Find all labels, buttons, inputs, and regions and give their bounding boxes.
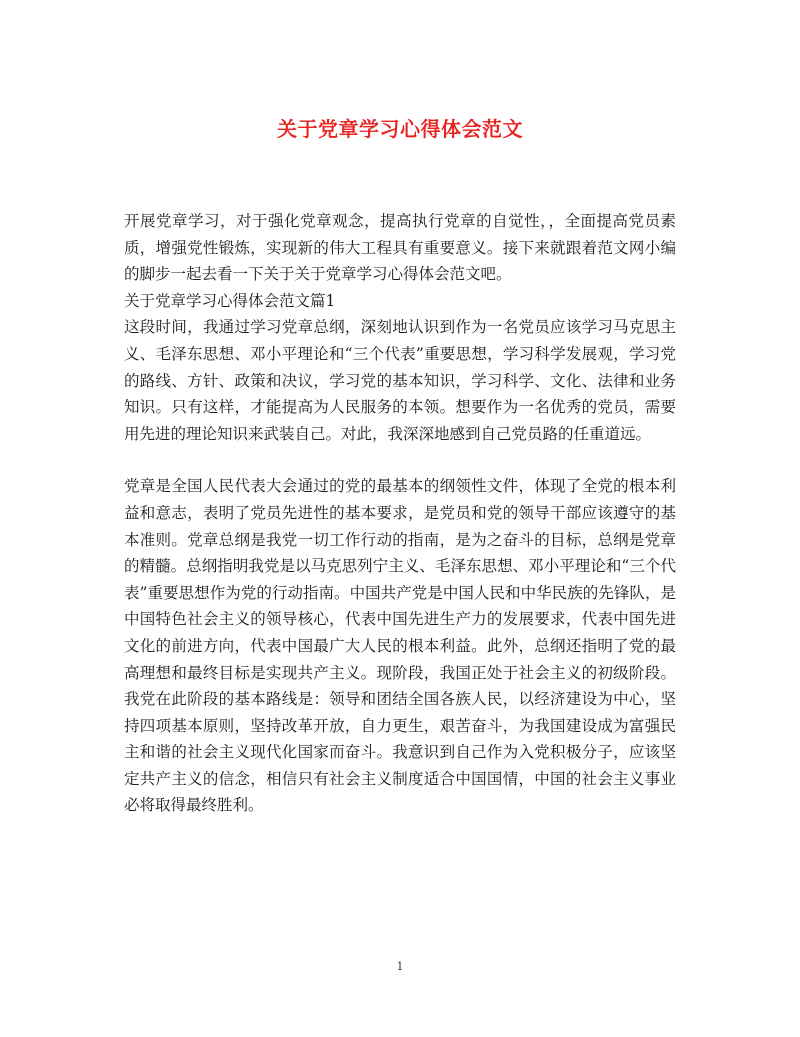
body-paragraph-1: 这段时间，我通过学习党章总纲，深刻地认识到作为一名党员应该学习马克思主义、毛泽东思想、邓小平理论和“三个代表”重要思想，学习科学发展观，学习党的路线、方针、政策和决议，学习党的基本知识，学习科学、文化、法律和业务知识。只有这样，才能提高为人民服务的本领。想要作为一名优秀的党员，需要用先进的理论知识来武装自己。对此，我深深地感到自己党员路的任重道远。 <box>124 318 676 443</box>
document-body <box>124 208 676 819</box>
document-title: 关于党章学习心得体会范文 <box>277 117 523 141</box>
intro-paragraph: 开展党章学习，对于强化党章观念，提高执行党章的自觉性，，全面提高党员素质，增强党性锻炼，实现新的伟大工程具有重要意义。接下来就跟着范文网小编的脚步一起去看一下关于关于党章学习心得体会范文吧。 <box>124 212 676 284</box>
section-heading: 关于党章学习心得体会范文篇1 <box>124 291 336 310</box>
body-paragraph-2: 党章是全国人民代表大会通过的党的最基本的纲领性文件，体现了全党的根本利益和意志，表明了党员先进性的基本要求，是党员和党的领导干部应该遵守的基本准则。党章总纲是我党一切工作行动的指南，是为之奋斗的目标，总纲是党章的精髓。总纲指明我党是以马克思列宁主义、毛泽东思想、邓小平理论和“三个代表”重要思想作为党的行动指南。中国共产党是中国人民和中华民族的先锋队，是中国特色社会主义的领导核心，代表中国先进生产力的发展要求，代表中国先进文化的前进方向，代表中国最广大人民的根本利益。此外，总纲还指明了党的最高理想和最终目标是实现共产主义。现阶段，我国正处于社会主义的初级阶段。我党在此阶段的基本路线是：领导和团结全国各族人民，以经济建设为中心，坚持四项基本原则，坚持改革开放，自力更生，艰苦奋斗，为我国建设成为富强民主和谐的社会主义现代化国家而奋斗。我意识到自己作为入党积极分子，应该坚定共产主义的信念，相信只有社会主义制度适合中国国情，中国的社会主义事业必将取得最终胜利。 <box>124 477 676 815</box>
page-number: 1 <box>396 960 404 973</box>
